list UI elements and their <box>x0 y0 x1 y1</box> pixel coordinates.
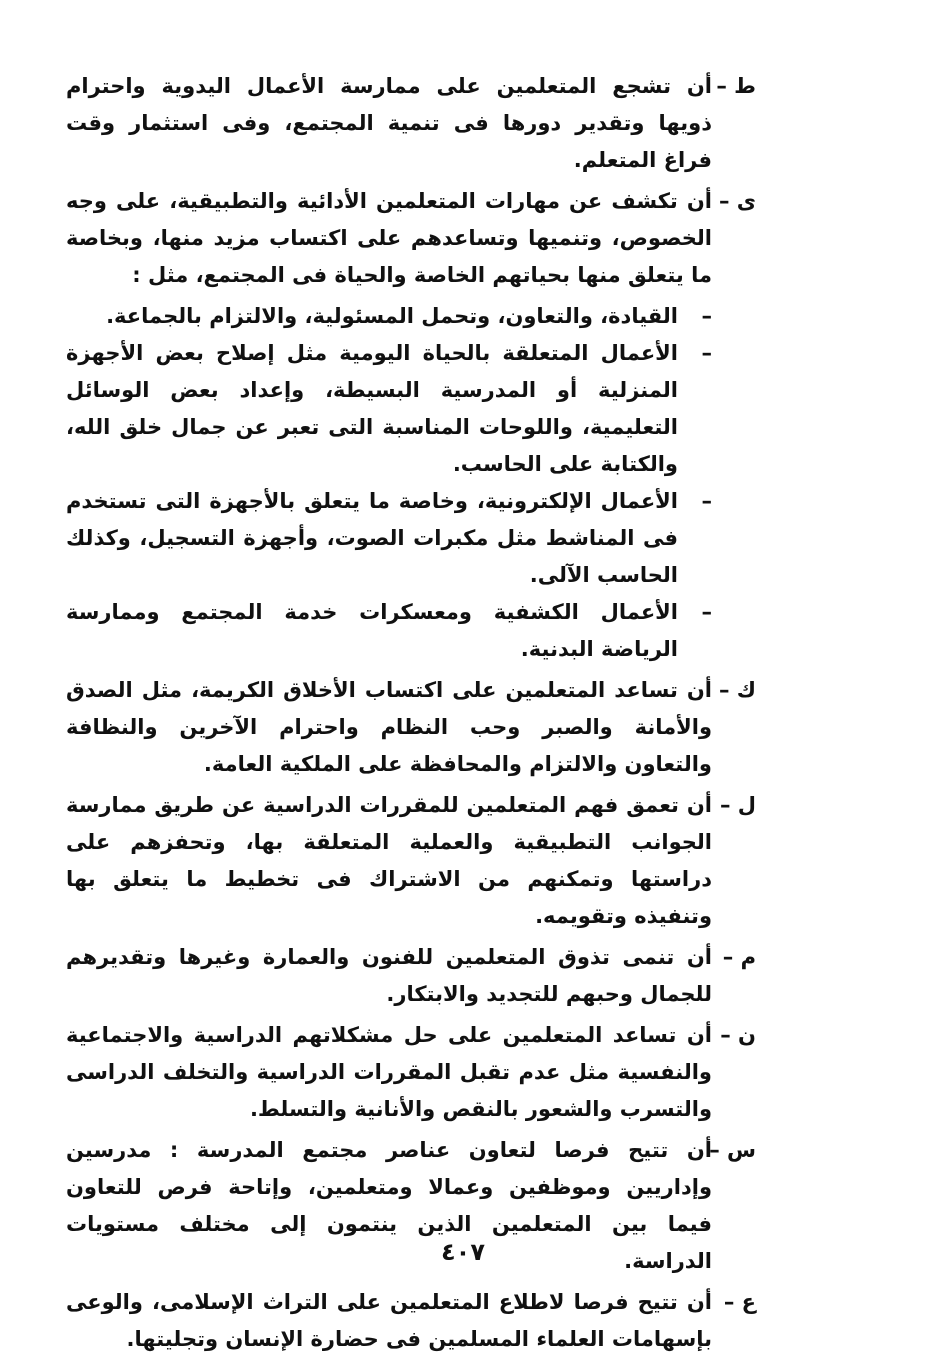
sub-item <box>66 298 712 335</box>
item-text: أن تتيح فرصا لاطلاع المتعلمين على التراث الإسلامى، والوعى بإسهامات العلماء المسلمين فى حضارة الإنسان وتجليتها. <box>66 1290 712 1351</box>
item-text: أن تتيح فرصا لتعاون عناصر مجتمع المدرسة : مدرسين وإداريين وموظفين وعمالا ومتعلمين، وإتاحة فرص للتعاون فيما بين المتعلمين الذين ينتمون إلى مختلف مستويات الدراسة. <box>66 1138 712 1273</box>
item-marker: س – <box>709 1138 756 1162</box>
sub-item <box>66 335 712 483</box>
item-marker: ن – <box>720 1023 756 1047</box>
sub-item-text: الأعمال الإلكترونية، وخاصة ما يتعلق بالأجهزة التى تستخدم فى المناشط مثل مكبرات الصوت، وأجهزة التسجيل، وكذلك الحاسب الآلى. <box>66 489 678 587</box>
item-text: أن تنمى تذوق المتعلمين للفنون والعمارة وغيرها وتقديرهم للجمال وحبهم للتجديد والابتكار. <box>66 945 712 1006</box>
item-text: أن تشجع المتعلمين على ممارسة الأعمال اليدوية واحترام ذويها وتقدير دورها فى تنمية المجتمع، وفى استثمار وقت فراغ المتعلم. <box>66 74 712 172</box>
item-text: أن تساعد المتعلمين على حل مشكلاتهم الدراسية والاجتماعية والنفسية مثل عدم تقبل المقررات الدراسية والتخلف الدراسى والتسرب والشعور بالنقص والأنانية والتسلط. <box>66 1023 712 1121</box>
list-item-mim <box>66 939 756 1013</box>
page-number: ٤٠٧ <box>441 1238 485 1266</box>
sub-item <box>66 483 712 594</box>
list-item-ya <box>66 183 756 294</box>
sub-item-text: الأعمال المتعلقة بالحياة اليومية مثل إصلاح بعض الأجهزة المنزلية أو المدرسية البسيطة، وإعداد بعض الوسائل التعليمية، واللوحات المناسبة التى تعبر عن جمال خلق الله، والكتابة على الحاسب. <box>66 341 678 476</box>
item-marker: ط – <box>716 74 756 98</box>
dash-bullet: – <box>701 600 712 624</box>
item-marker: ع – <box>723 1290 756 1314</box>
list-item-ta <box>66 68 756 179</box>
item-marker: ل – <box>719 793 756 817</box>
sub-item-text: الأعمال الكشفية ومعسكرات خدمة المجتمع وممارسة الرياضة البدنية. <box>66 600 678 661</box>
item-marker: ى – <box>718 189 756 213</box>
dash-bullet: – <box>701 341 712 365</box>
item-text: أن تكشف عن مهارات المتعلمين الأدائية والتطبيقية، على وجه الخصوص، وتنميها وتساعدهم على اكتساب مزيد منها، وبخاصة ما يتعلق منها بحياتهم الخاصة والحياة فى المجتمع، مثل : <box>66 189 712 287</box>
item-marker: ك – <box>718 678 756 702</box>
item-text: أن تعمق فهم المتعلمين للمقررات الدراسية عن طريق ممارسة الجوانب التطبيقية والعملية المتعلقة بها، وتحفزهم على دراستها وتمكنهم من الاشتراك فى تخطيط ما يتعلق بها وتنفيذه وتقويمه. <box>66 793 712 928</box>
list-item-nun <box>66 1017 756 1128</box>
dash-bullet: – <box>701 304 712 328</box>
list-item-lam <box>66 787 756 935</box>
page-body <box>66 68 756 1362</box>
dash-bullet: – <box>701 489 712 513</box>
list-item-kaf <box>66 672 756 783</box>
sub-item <box>66 594 712 668</box>
sub-item-text: القيادة، والتعاون، وتحمل المسئولية، والالتزام بالجماعة. <box>106 304 678 328</box>
item-text: أن تساعد المتعلمين على اكتساب الأخلاق الكريمة، مثل الصدق والأمانة والصبر وحب النظام واحترام الآخرين والنظافة والتعاون والالتزام والمحافظة على الملكية العامة. <box>66 678 712 776</box>
list-item-ayn <box>66 1284 756 1358</box>
item-marker: م – <box>722 945 756 969</box>
